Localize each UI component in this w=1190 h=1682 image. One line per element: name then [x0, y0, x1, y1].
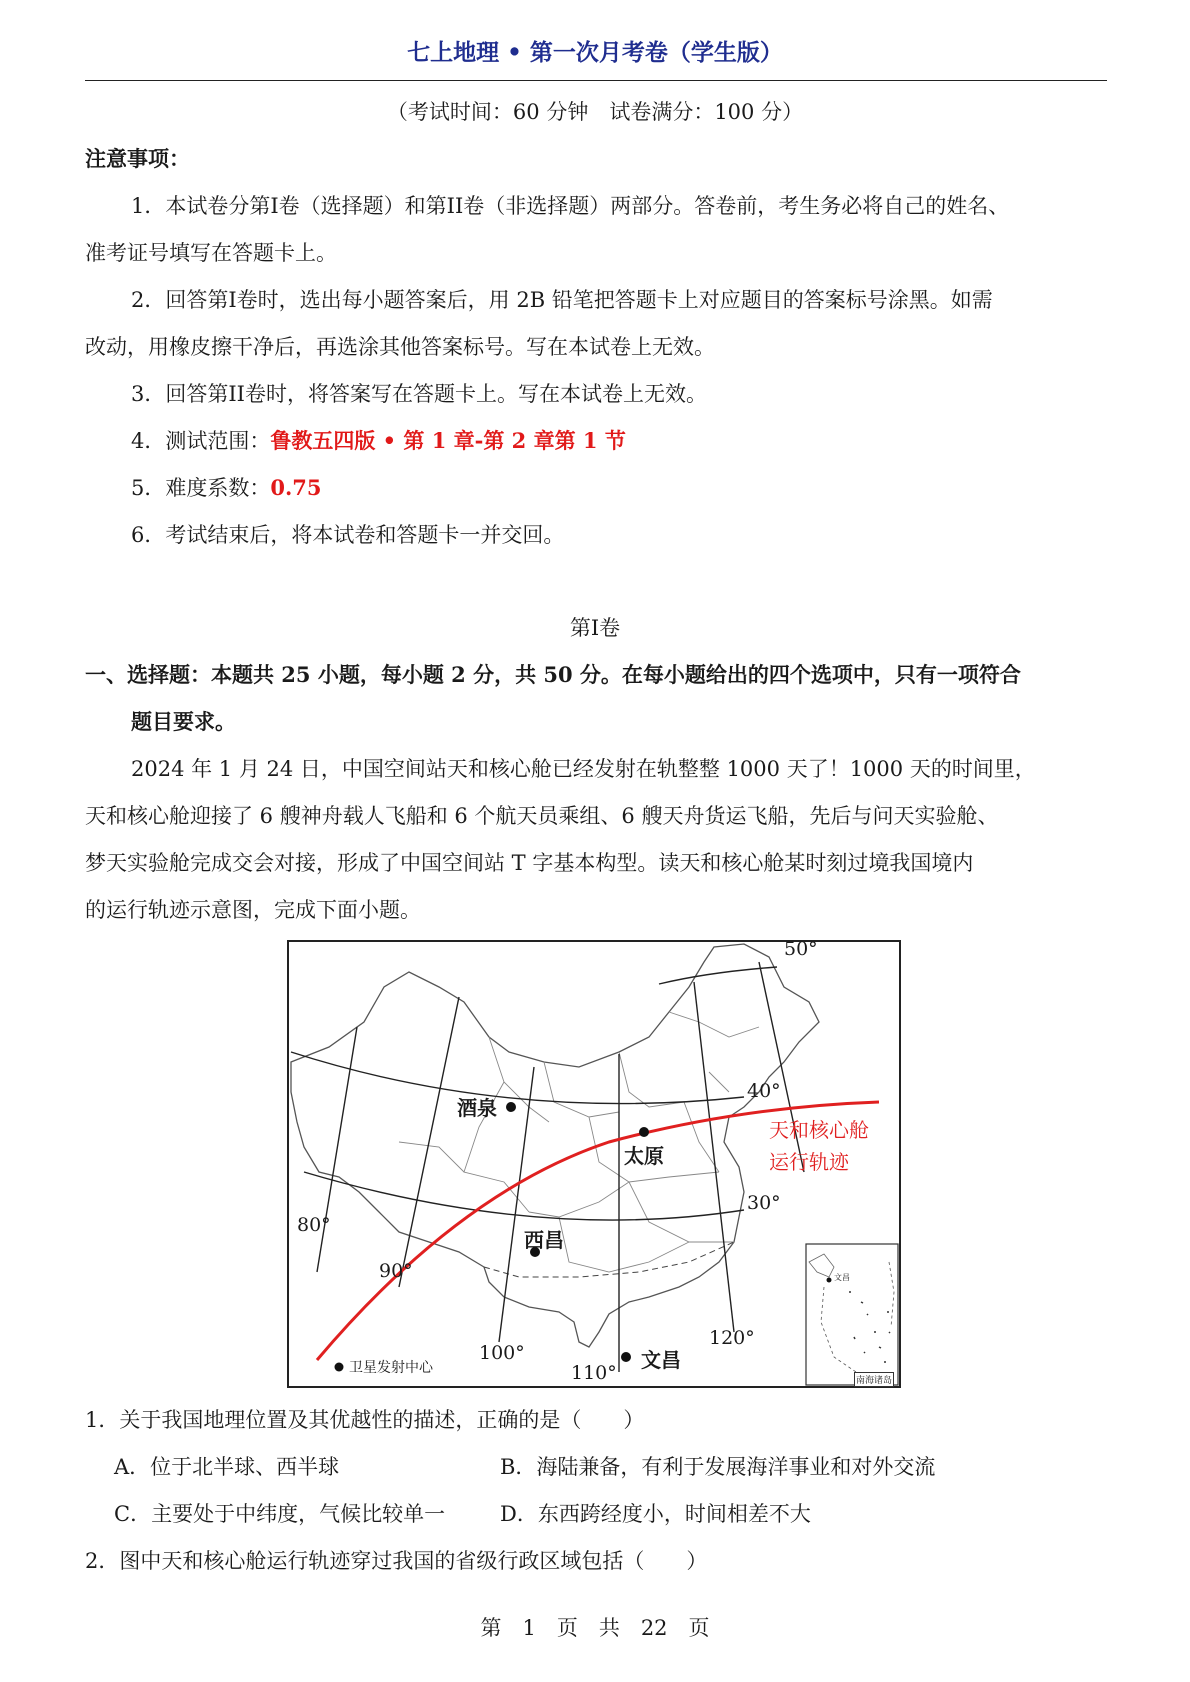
- lon-label-110: 110°: [571, 1362, 617, 1384]
- note-2-line-1: 2．回答第I卷时，选出每小题答案后，用 2B 铅笔把答题卡上对应题目的答案标号涂黑。如需: [131, 288, 993, 312]
- latitude-50-line: [659, 967, 777, 984]
- inset-wenchang-dot: [827, 1278, 832, 1283]
- note-1-line-1: 1．本试卷分第I卷（选择题）和第II卷（非选择题）两部分。答卷前，考生务必将自己的姓名、: [131, 194, 1010, 218]
- legend-label: 卫星发射中心: [349, 1360, 433, 1376]
- test-scope-value: 鲁教五四版 • 第 1 章-第 2 章第 1 节: [270, 428, 626, 453]
- section-instruction-line-2: 题目要求。: [131, 709, 236, 734]
- trajectory-label: [769, 1114, 869, 1178]
- longitude-90-line: [399, 997, 459, 1287]
- lat-label-30: 30°: [747, 1192, 781, 1214]
- note-3: 3．回答第II卷时，将答案写在答题卡上。写在本试卷上无效。: [131, 382, 707, 406]
- note-4: [131, 425, 626, 455]
- note-1-line-2: 准考证号填写在答题卡上。: [85, 241, 337, 265]
- lon-label-100: 100°: [479, 1342, 525, 1364]
- header-divider: [85, 80, 1107, 81]
- section-instruction-line-1: 一、选择题：本题共 25 小题，每小题 2 分，共 50 分。在每小题给出的四个选项中，只有一项符合: [85, 662, 1021, 687]
- city-wenchang: 文昌: [641, 1348, 681, 1372]
- notes-heading: 注意事项：: [85, 146, 190, 171]
- note-5: [131, 472, 322, 502]
- note-6: 6．考试结束后，将本试卷和答题卡一并交回。: [131, 523, 565, 547]
- passage-line-4: 的运行轨迹示意图，完成下面小题。: [85, 898, 421, 922]
- longitude-100-line: [499, 1067, 534, 1342]
- page-header-title: 七上地理 • 第一次月考卷（学生版）: [407, 39, 783, 66]
- china-outline: [291, 944, 819, 1347]
- inset-city-label: 文昌: [834, 1273, 850, 1282]
- exam-info: （考试时间：60 分钟 试卷满分：100 分）: [386, 100, 804, 124]
- passage-line-3: 梦天实验舱完成交会对接，形成了中国空间站 T 字基本构型。读天和核心舱某时刻过境我国境内: [85, 851, 974, 875]
- wenchang-dot: [621, 1352, 631, 1362]
- inset-label: 南海诸岛: [854, 1372, 894, 1387]
- note-4-prefix: 4．测试范围：: [131, 429, 271, 453]
- note-5-prefix: 5．难度系数：: [131, 476, 271, 500]
- note-2-line-2: 改动，用橡皮擦干净后，再选涂其他答案标号。写在本试卷上无效。: [85, 335, 715, 359]
- lon-label-120: 120°: [709, 1327, 755, 1349]
- question-1-option-c: C．主要处于中纬度，气候比较单一: [114, 1502, 446, 1526]
- section-title: 第I卷: [569, 616, 621, 640]
- question-1-option-a: A．位于北半球、西半球: [114, 1455, 340, 1479]
- city-jiuquan: 酒泉: [457, 1096, 497, 1120]
- page-footer: 第 1 页 共 22 页: [480, 1616, 710, 1640]
- city-xichang: 西昌: [524, 1228, 564, 1252]
- city-taiyuan: 太原: [624, 1144, 664, 1168]
- lon-label-90: 90°: [379, 1260, 413, 1282]
- question-1-option-b: B．海陆兼备，有利于发展海洋事业和对外交流: [500, 1455, 936, 1479]
- question-1-option-d: D．东西跨经度小，时间相差不大: [500, 1502, 811, 1526]
- jiuquan-dot: [506, 1102, 516, 1112]
- passage-line-1: 2024 年 1 月 24 日，中国空间站天和核心舱已经发射在轨整整 1000 天了！1000 天的时间里，: [131, 757, 1036, 781]
- taiyuan-dot: [639, 1127, 649, 1137]
- china-map-figure: [287, 940, 901, 1388]
- south-china-sea-inset: [806, 1244, 898, 1385]
- longitude-120-line: [694, 982, 734, 1332]
- lat-label-50: 50°: [784, 938, 818, 960]
- difficulty-value: 0.75: [270, 475, 322, 500]
- lat-label-40: 40°: [747, 1080, 781, 1102]
- trajectory-label-line-1: 天和核心舱: [769, 1118, 869, 1142]
- question-2-stem: 2．图中天和核心舱运行轨迹穿过我国的省级行政区域包括（ ）: [85, 1549, 708, 1573]
- lon-label-80: 80°: [297, 1214, 331, 1236]
- trajectory-label-line-2: 运行轨迹: [769, 1150, 849, 1174]
- legend-dot: [335, 1363, 344, 1372]
- passage-line-2: 天和核心舱迎接了 6 艘神舟载人飞船和 6 个航天员乘组、6 艘天舟货运飞船，先后与问天实验舱、: [85, 804, 999, 828]
- province-borders: [399, 1012, 759, 1272]
- question-1-stem: 1．关于我国地理位置及其优越性的描述，正确的是（ ）: [85, 1408, 645, 1432]
